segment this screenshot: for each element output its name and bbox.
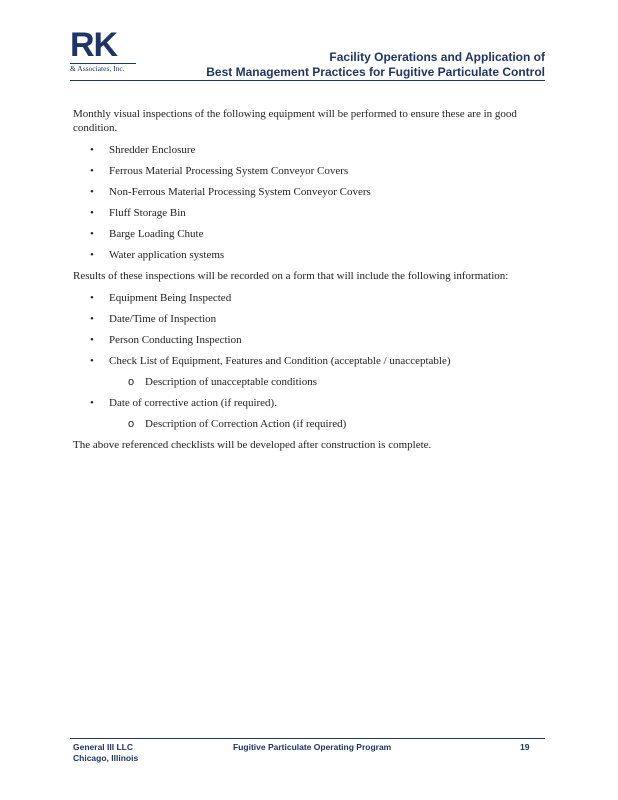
header-divider [70, 80, 545, 81]
header-title [206, 50, 545, 80]
page-number: 19 [520, 742, 530, 752]
bullet-icon: • [90, 186, 94, 198]
list-item: • Non-Ferrous Material Processing System Conveyor Covers [90, 186, 371, 198]
company-logo [70, 28, 136, 73]
equipment-list [73, 143, 543, 262]
list-item: • Water application systems [90, 249, 225, 261]
sub-list-item: o Description of Correction Action (if required) [128, 418, 347, 430]
bullet-icon: • [90, 355, 94, 367]
info-list [73, 291, 543, 431]
list-item: • Date of corrective action (if required). o Description of Correction Action (if required) [73, 396, 543, 431]
list-item: • Fluff Storage Bin [90, 207, 186, 219]
bullet-icon: • [90, 228, 94, 240]
list-item: • Ferrous Material Processing System Conveyor Covers [90, 165, 349, 177]
bullet-icon: • [90, 313, 94, 325]
circle-bullet-icon: o [128, 376, 135, 388]
bullet-icon: • [90, 334, 94, 346]
list-item: • Shredder Enclosure [90, 144, 196, 156]
bullet-icon: • [90, 207, 94, 219]
list-item: • Check List of Equipment, Features and Condition (acceptable / unacceptable) o Description of unacceptable conditions [73, 354, 543, 389]
sub-list [109, 375, 543, 389]
footer-company-name: General III LLC [73, 742, 133, 752]
sub-list [109, 417, 543, 431]
intro-paragraph: Monthly visual inspections of the following equipment will be performed to ensure these are in good condition. [73, 108, 517, 134]
document-body [73, 107, 543, 460]
logo-mark: RK [70, 26, 118, 64]
list-item: • Equipment Being Inspected [90, 292, 232, 304]
footer-location: Chicago, Illinois [73, 753, 139, 763]
bullet-icon: • [90, 144, 94, 156]
closing-paragraph: The above referenced checklists will be developed after construction is complete. [73, 439, 432, 451]
bullet-icon: • [90, 397, 94, 409]
logo-subtitle: & Associates, Inc. [70, 63, 136, 73]
bullet-icon: • [90, 249, 94, 261]
list-item: • Barge Loading Chute [90, 228, 204, 240]
footer-company [73, 742, 138, 764]
results-paragraph: Results of these inspections will be recorded on a form that will include the following information: [73, 270, 509, 282]
bullet-icon: • [90, 165, 94, 177]
list-item: • Date/Time of Inspection [90, 313, 217, 325]
header-title-line2: Best Management Practices for Fugitive Particulate Control [206, 65, 545, 79]
footer-divider [70, 738, 545, 739]
sub-list-item: o Description of unacceptable conditions [128, 376, 317, 388]
footer-program: Fugitive Particulate Operating Program [233, 742, 392, 752]
bullet-icon: • [90, 292, 94, 304]
circle-bullet-icon: o [128, 418, 135, 430]
header-title-line1: Facility Operations and Application of [329, 50, 545, 64]
list-item: • Person Conducting Inspection [90, 334, 242, 346]
